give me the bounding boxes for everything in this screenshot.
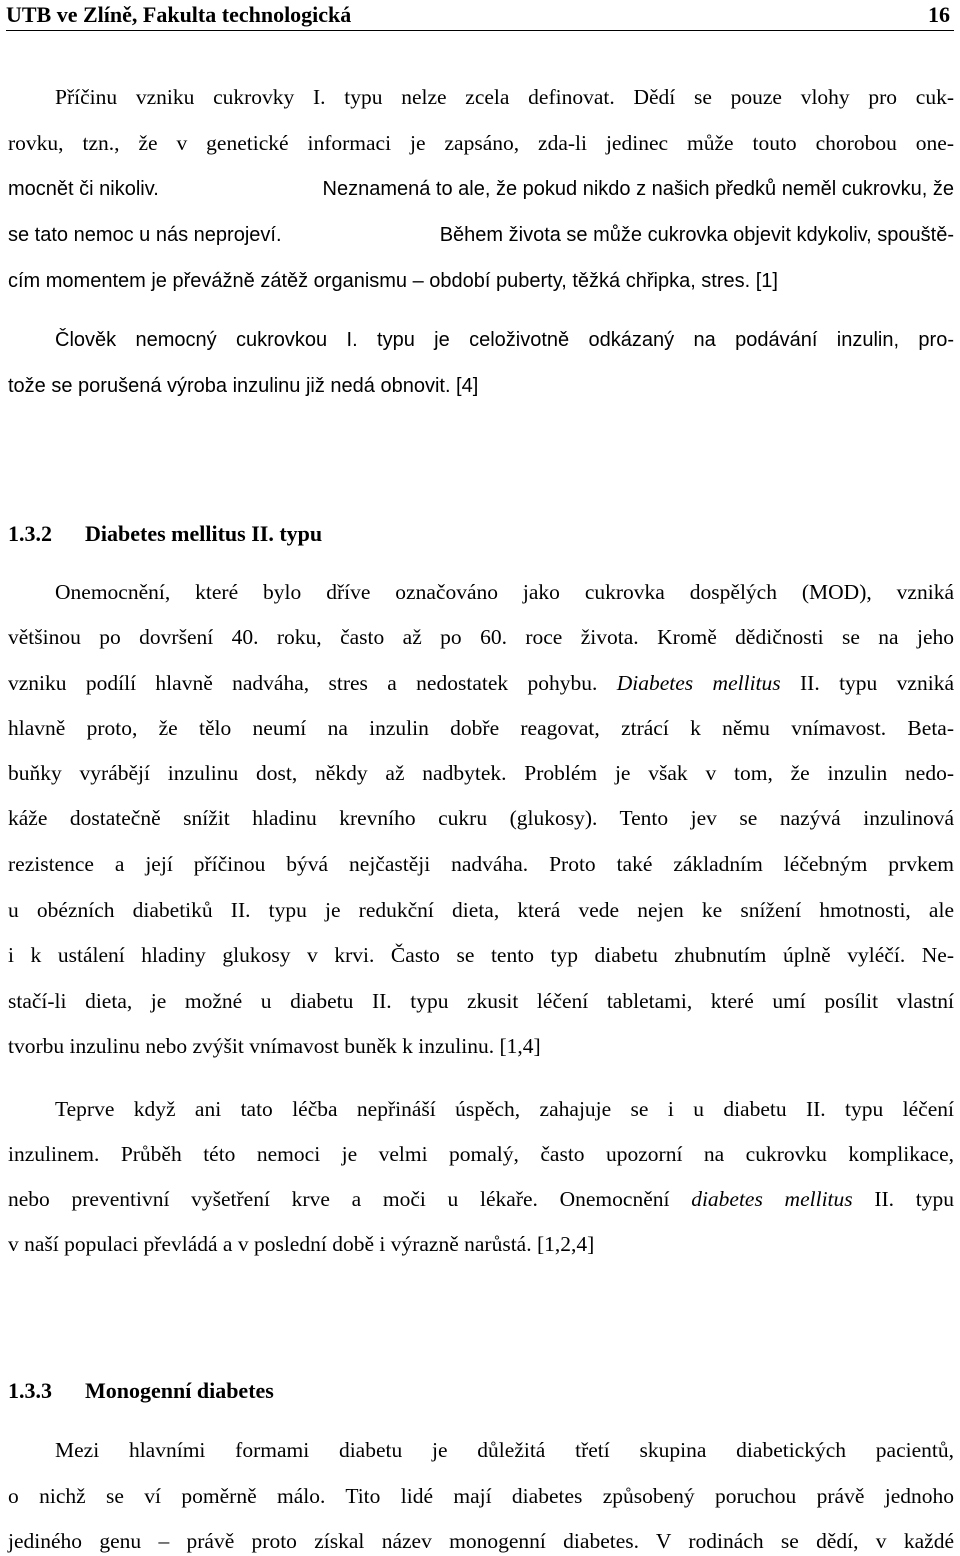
text-line: u obézních diabetiků II. typu je redukční dieta, která vede nejen ke snížení hmotnosti, ale [8, 898, 954, 922]
header-title: UTB ve Zlíně, Fakulta technologická [6, 2, 352, 27]
text-line: rovku, tzn., že v genetické informaci je zapsáno, zda-li jedinec může touto chorobou one- [8, 131, 954, 155]
text-line: hlavně proto, že tělo neumí na inzulin dobře reagovat, ztrácí k němu vnímavost. Beta- [8, 716, 954, 740]
italic-term: diabetes mellitus [691, 1187, 853, 1211]
text-segment: Neznamená to ale, že pokud nikdo z našich předků neměl cukrovku, že [322, 178, 954, 200]
text-line: i k ustálení hladiny glukosy v krvi. Často se tento typ diabetu zhubnutím úplně vyléčí. Ne- [8, 943, 954, 967]
text-line: Onemocnění, které bylo dříve označováno jako cukrovka dospělých (MOD), vzniká [55, 580, 954, 604]
text-line: Teprve když ani tato léčba nepřináší úspěch, zahajuje se i u diabetu II. typu léčení [55, 1097, 954, 1121]
text-line: rezistence a její příčinou bývá nejčastěji nadváha. Proto také základním léčebným prvkem [8, 852, 954, 876]
text-segment: II. typu [874, 1187, 954, 1211]
text-segment: Během života se může cukrovka objevit kdykoliv, spouště- [439, 224, 954, 246]
text-segment: nebo preventivní vyšetření krve a moči u lékaře. Onemocnění [8, 1187, 670, 1211]
section-title: Diabetes mellitus II. typu [85, 521, 323, 546]
section-number: 1.3.2 [8, 521, 52, 546]
text-segment: vzniku podílí hlavně nadváha, stres a nedostatek pohybu. [8, 671, 598, 695]
text-line: Příčinu vzniku cukrovky I. typu nelze zcela definovat. Dědí se pouze vlohy pro cuk- [55, 85, 954, 109]
text-line: káže dostatečně snížit hladinu krevního cukru (glukosy). Tento jev se nazývá inzulinová [8, 806, 954, 830]
text-line [8, 1186, 954, 1212]
italic-term: Diabetes mellitus [616, 671, 781, 695]
section-heading [8, 1378, 274, 1404]
text-line: Mezi hlavními formami diabetu je důležitá třetí skupina diabetických pacientů, [55, 1438, 954, 1462]
text-line [8, 670, 954, 696]
text-line: o nichž se ví poměrně málo. Tito lidé mají diabetes způsobený poruchou právě jednoho [8, 1484, 954, 1508]
text-line [8, 222, 954, 248]
text-segment: II. typu vzniká [800, 671, 954, 695]
page-header [6, 0, 954, 31]
text-line: tvorbu inzulinu nebo zvýšit vnímavost buněk k inzulinu. [1,4] [8, 1034, 541, 1058]
section-heading [8, 521, 322, 547]
text-segment: se tato nemoc u nás neprojeví. [8, 224, 282, 246]
page-number: 16 [928, 2, 950, 27]
text-line: většinou po dovršení 40. roku, často až po 60. roce života. Kromě dědičnosti se na jeho [8, 625, 954, 649]
text-line: Člověk nemocný cukrovkou I. typu je celoživotně odkázaný na podávání inzulin, pro- [55, 329, 954, 351]
text-line: stačí-li dieta, je možné u diabetu II. typu zkusit léčení tabletami, které umí posílit vlastní [8, 989, 954, 1013]
text-line: v naší populaci převládá a v poslední době i výrazně narůstá. [1,2,4] [8, 1232, 595, 1256]
text-line: inzulinem. Průběh této nemoci je velmi pomalý, často upozorní na cukrovku komplikace, [8, 1142, 954, 1166]
text-line [8, 176, 954, 202]
text-line: cím momentem je převážně zátěž organismu – období puberty, těžká chřipka, stres. [1] [8, 270, 778, 292]
text-line: tože se porušená výroba inzulinu již nedá obnovit. [4] [8, 375, 479, 397]
section-title: Monogenní diabetes [85, 1378, 274, 1403]
text-segment: mocnět či nikoliv. [8, 178, 159, 200]
section-number: 1.3.3 [8, 1378, 52, 1403]
text-line: jediného genu – právě proto získal název monogenní diabetes. V rodinách se dědí, v každé [8, 1529, 954, 1553]
text-line: buňky vyrábějí inzulinu dost, někdy až nadbytek. Problém je však v tom, že inzulin nedo- [8, 761, 954, 785]
